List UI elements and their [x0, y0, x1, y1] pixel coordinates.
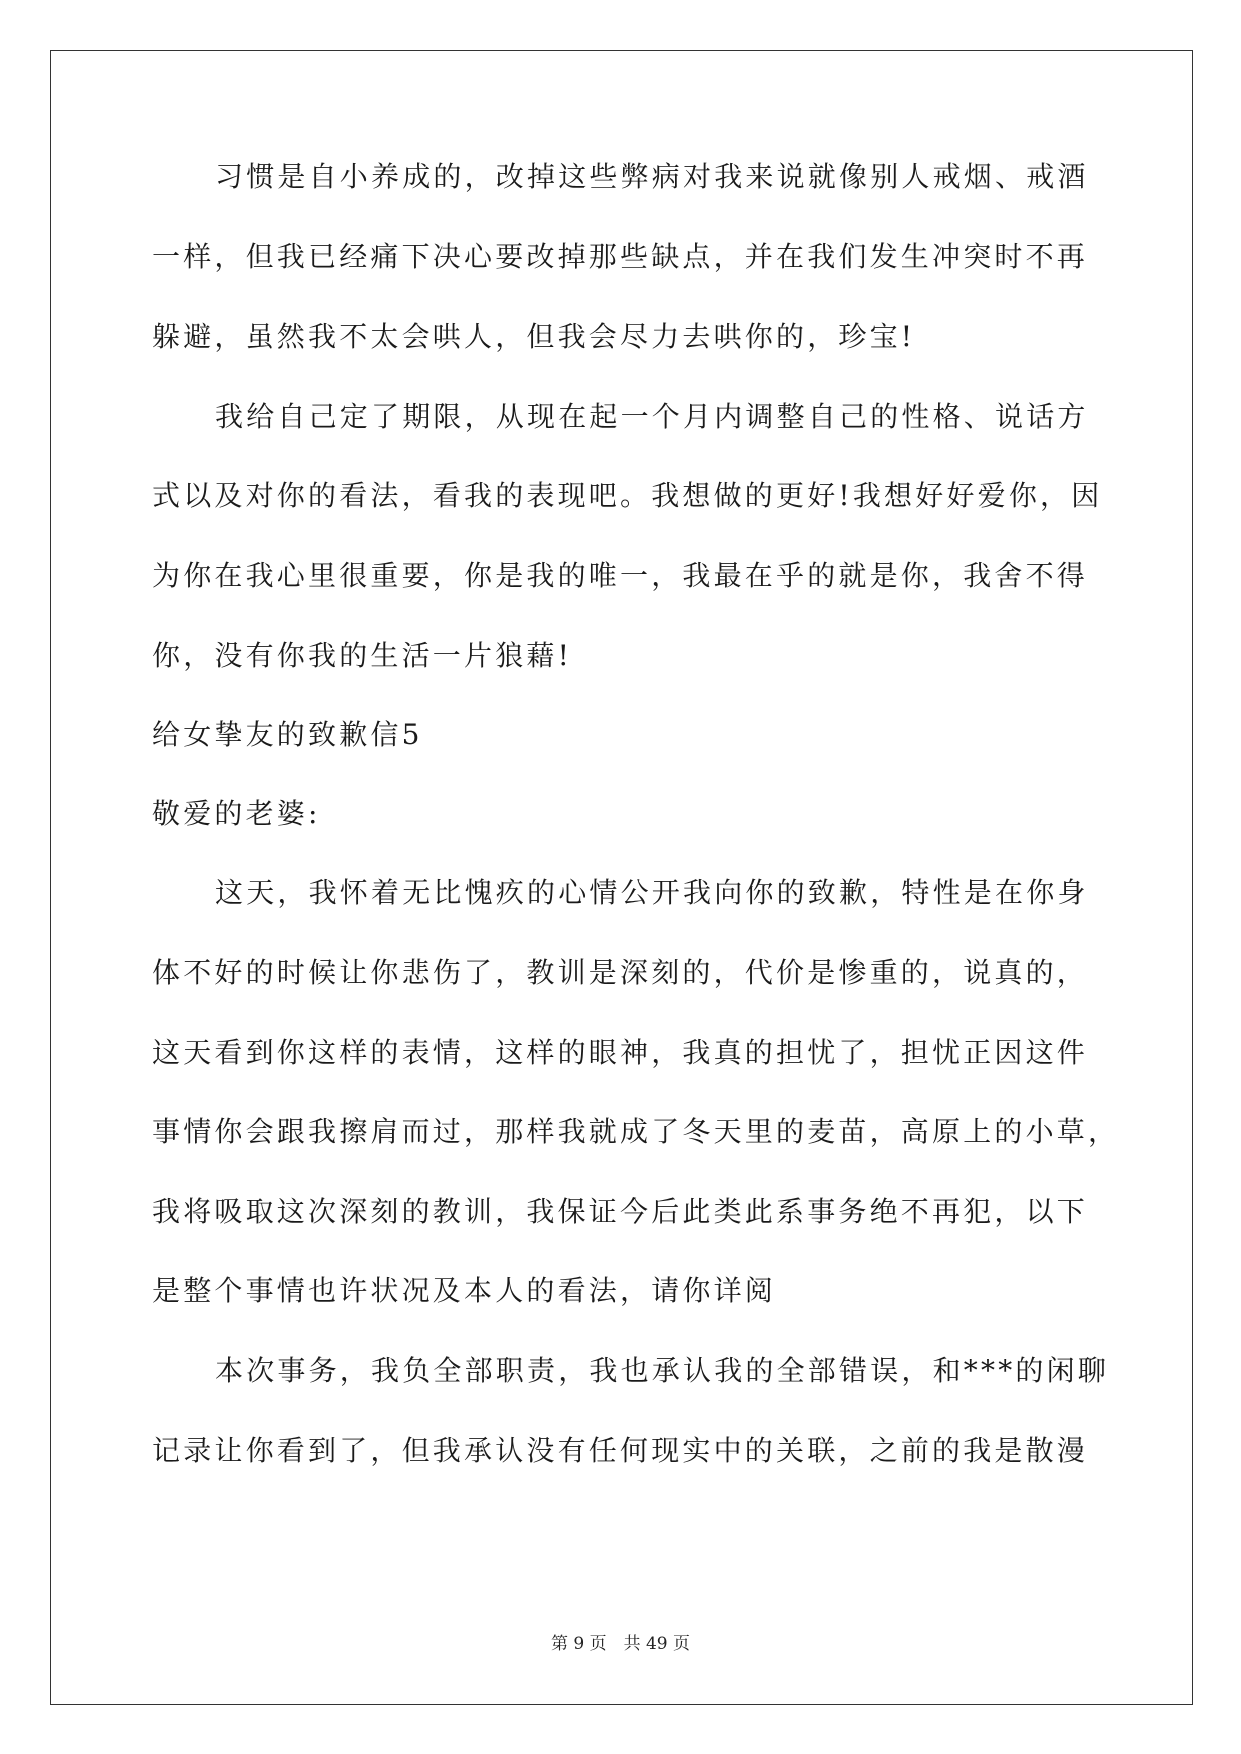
salutation: 敬爱的老婆: [152, 797, 321, 830]
section-heading: 给女挚友的致歉信5 [152, 718, 423, 751]
paragraph-line: 习惯是自小养成的，改掉这些弊病对我来说就像别人戒烟、戒酒 [215, 160, 1089, 193]
paragraph-line: 一样，但我已经痛下决心要改掉那些缺点，并在我们发生冲突时不再 [152, 240, 1089, 273]
paragraph-line: 是整个事情也许状况及本人的看法，请你详阅 [152, 1274, 777, 1307]
paragraph-line: 我给自己定了期限，从现在起一个月内调整自己的性格、说话方 [215, 400, 1089, 433]
paragraph-line: 这天看到你这样的表情，这样的眼神，我真的担忧了，担忧正因这件 [152, 1036, 1089, 1069]
paragraph-line: 我将吸取这次深刻的教训，我保证今后此类此系事务绝不再犯，以下 [152, 1195, 1089, 1228]
paragraph-line: 记录让你看到了，但我承认没有任何现实中的关联，之前的我是散漫 [152, 1434, 1089, 1467]
paragraph-line: 事情你会跟我擦肩而过，那样我就成了冬天里的麦苗，高原上的小草， [152, 1115, 1120, 1148]
paragraph-line: 为你在我心里很重要，你是我的唯一，我最在乎的就是你，我舍不得 [152, 559, 1089, 592]
paragraph-line: 这天，我怀着无比愧疚的心情公开我向你的致歉，特性是在你身 [215, 876, 1089, 909]
paragraph-line: 式以及对你的看法，看我的表现吧。我想做的更好!我想好好爱你，因 [152, 479, 1103, 512]
paragraph-line: 体不好的时候让你悲伤了，教训是深刻的，代价是惨重的，说真的， [152, 956, 1089, 989]
paragraph-line: 本次事务，我负全部职责，我也承认我的全部错误，和***的闲聊 [215, 1354, 1110, 1387]
paragraph-line: 躲避，虽然我不太会哄人，但我会尽力去哄你的，珍宝! [152, 320, 916, 353]
page-number-label: 第 9 页 共 49 页 [550, 1634, 691, 1654]
page-footer [0, 1632, 1241, 1656]
paragraph-line: 你，没有你我的生活一片狼藉! [152, 639, 573, 672]
